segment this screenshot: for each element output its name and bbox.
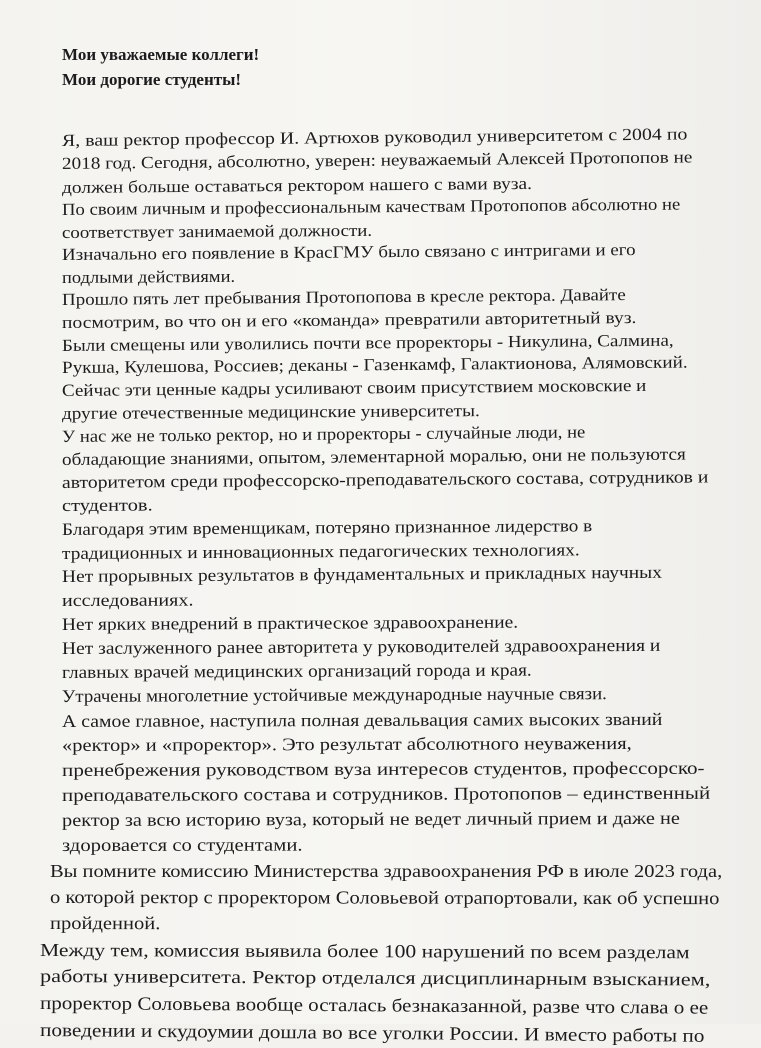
letter-line: Сейчас эти ценные кадры усиливают своим присутствием московские и xyxy=(61,375,647,400)
letter-line: о которой ректор с проректором Соловьевой отрапортовали, как об успешно xyxy=(49,887,720,909)
letter-line: У нас же не только ректор, но и проректоры - случайные люди, не xyxy=(61,422,586,446)
letter-line: посмотрим, во что он и его «команда» превратили авторитетный вуз. xyxy=(61,307,637,332)
letter-line: Нет ярких внедрений в практическое здравоохранение. xyxy=(61,611,519,634)
letter-line: Вы помните комиссию Министерства здравоохранения РФ в июле 2023 года, xyxy=(50,861,723,881)
letter-line: поведении и скудоумии дошла во все уголки России. И вместо работы по xyxy=(39,1020,705,1047)
letter-line: обладающие знаниями, опытом, элементарной моралью, они не пользуются xyxy=(61,444,686,469)
letter-line: А самое главное, наступила полная девальвация самих высоких званий xyxy=(61,708,663,731)
letter-line: Нет прорывных результатов в фундаментальных и прикладных научных xyxy=(61,561,662,586)
letter-line: студентов. xyxy=(61,495,153,515)
letter-line: Изначально его появление в КрасГМУ было связано с интригами и его xyxy=(61,239,636,264)
letter-line: Были смещены или уволились почти все проректоры - Никулина, Салмина, xyxy=(61,330,674,355)
letter-line: преподавательского состава и сотрудников. Протопопов – единственный xyxy=(61,782,711,805)
letter-line: пройденной. xyxy=(49,913,161,934)
letter-line: Я, ваш ректор профессор И. Артюхов руководил университетом с 2004 по xyxy=(61,124,688,150)
letter-line: Прошло пять лет пребывания Протопопова в кресле ректора. Давайте xyxy=(61,285,626,309)
letter-line: Благодаря этим временщикам, потеряно признанное лидерство в xyxy=(61,515,593,539)
letter-line: пренебрежения руководством вуза интересов студентов, профессорско- xyxy=(61,757,705,780)
letter-line: подлыми действиями. xyxy=(61,266,236,287)
letter-line: исследованиях. xyxy=(61,589,194,610)
letter-line: Рукша, Кулешова, Россиев; деканы - Газенкамф, Галактионова, Алямовский. xyxy=(61,352,688,377)
letter-line: По своим личным и профессиональным качествам Протопопов абсолютно не xyxy=(61,194,681,219)
letter-line: «ректор» и «проректор». Это результат абсолютного неуважения, xyxy=(61,733,632,755)
letter-line: должен больше оставаться ректором нашего с вами вуза. xyxy=(61,173,533,197)
letter-line: главных врачей медицинских организаций города и края. xyxy=(61,659,532,682)
letter-line: авторитетом среди профессорско-преподавательского состава, сотрудников и xyxy=(61,467,709,492)
letter-line: ректор за всю историю вуза, который не ведет личный прием и даже не xyxy=(61,807,680,830)
greeting-students: Мои дорогие студенты! xyxy=(62,70,242,89)
letter-line: другие отечественные медицинские университеты. xyxy=(61,401,480,423)
letter-line: Между тем, комиссия выявила более 100 нарушений по всем разделам xyxy=(39,940,690,963)
letter-line: Утрачены многолетние устойчивые международные научные связи. xyxy=(61,683,607,706)
letter-line: здоровается со студентами. xyxy=(61,834,303,855)
letter-line: проректор Соловьева вообще осталась безнаказанной, разве что слава о ее xyxy=(39,993,709,1019)
letter-line: Нет заслуженного ранее авторитета у руководителей здравоохранения и xyxy=(61,634,661,658)
letter-line: соответствует занимаемой должности. xyxy=(61,220,373,242)
letter-line: традиционных и инновационных педагогических технологиях. xyxy=(61,539,580,563)
letter-line: 2018 год. Сегодня, абсолютно, уверен: неуважаемый Алексей Протопопов не xyxy=(61,147,693,173)
greeting-colleagues: Мои уважаемые коллеги! xyxy=(62,45,260,64)
letter-line: работы университета. Ректор отделался дисциплинарным взысканием, xyxy=(39,967,711,991)
